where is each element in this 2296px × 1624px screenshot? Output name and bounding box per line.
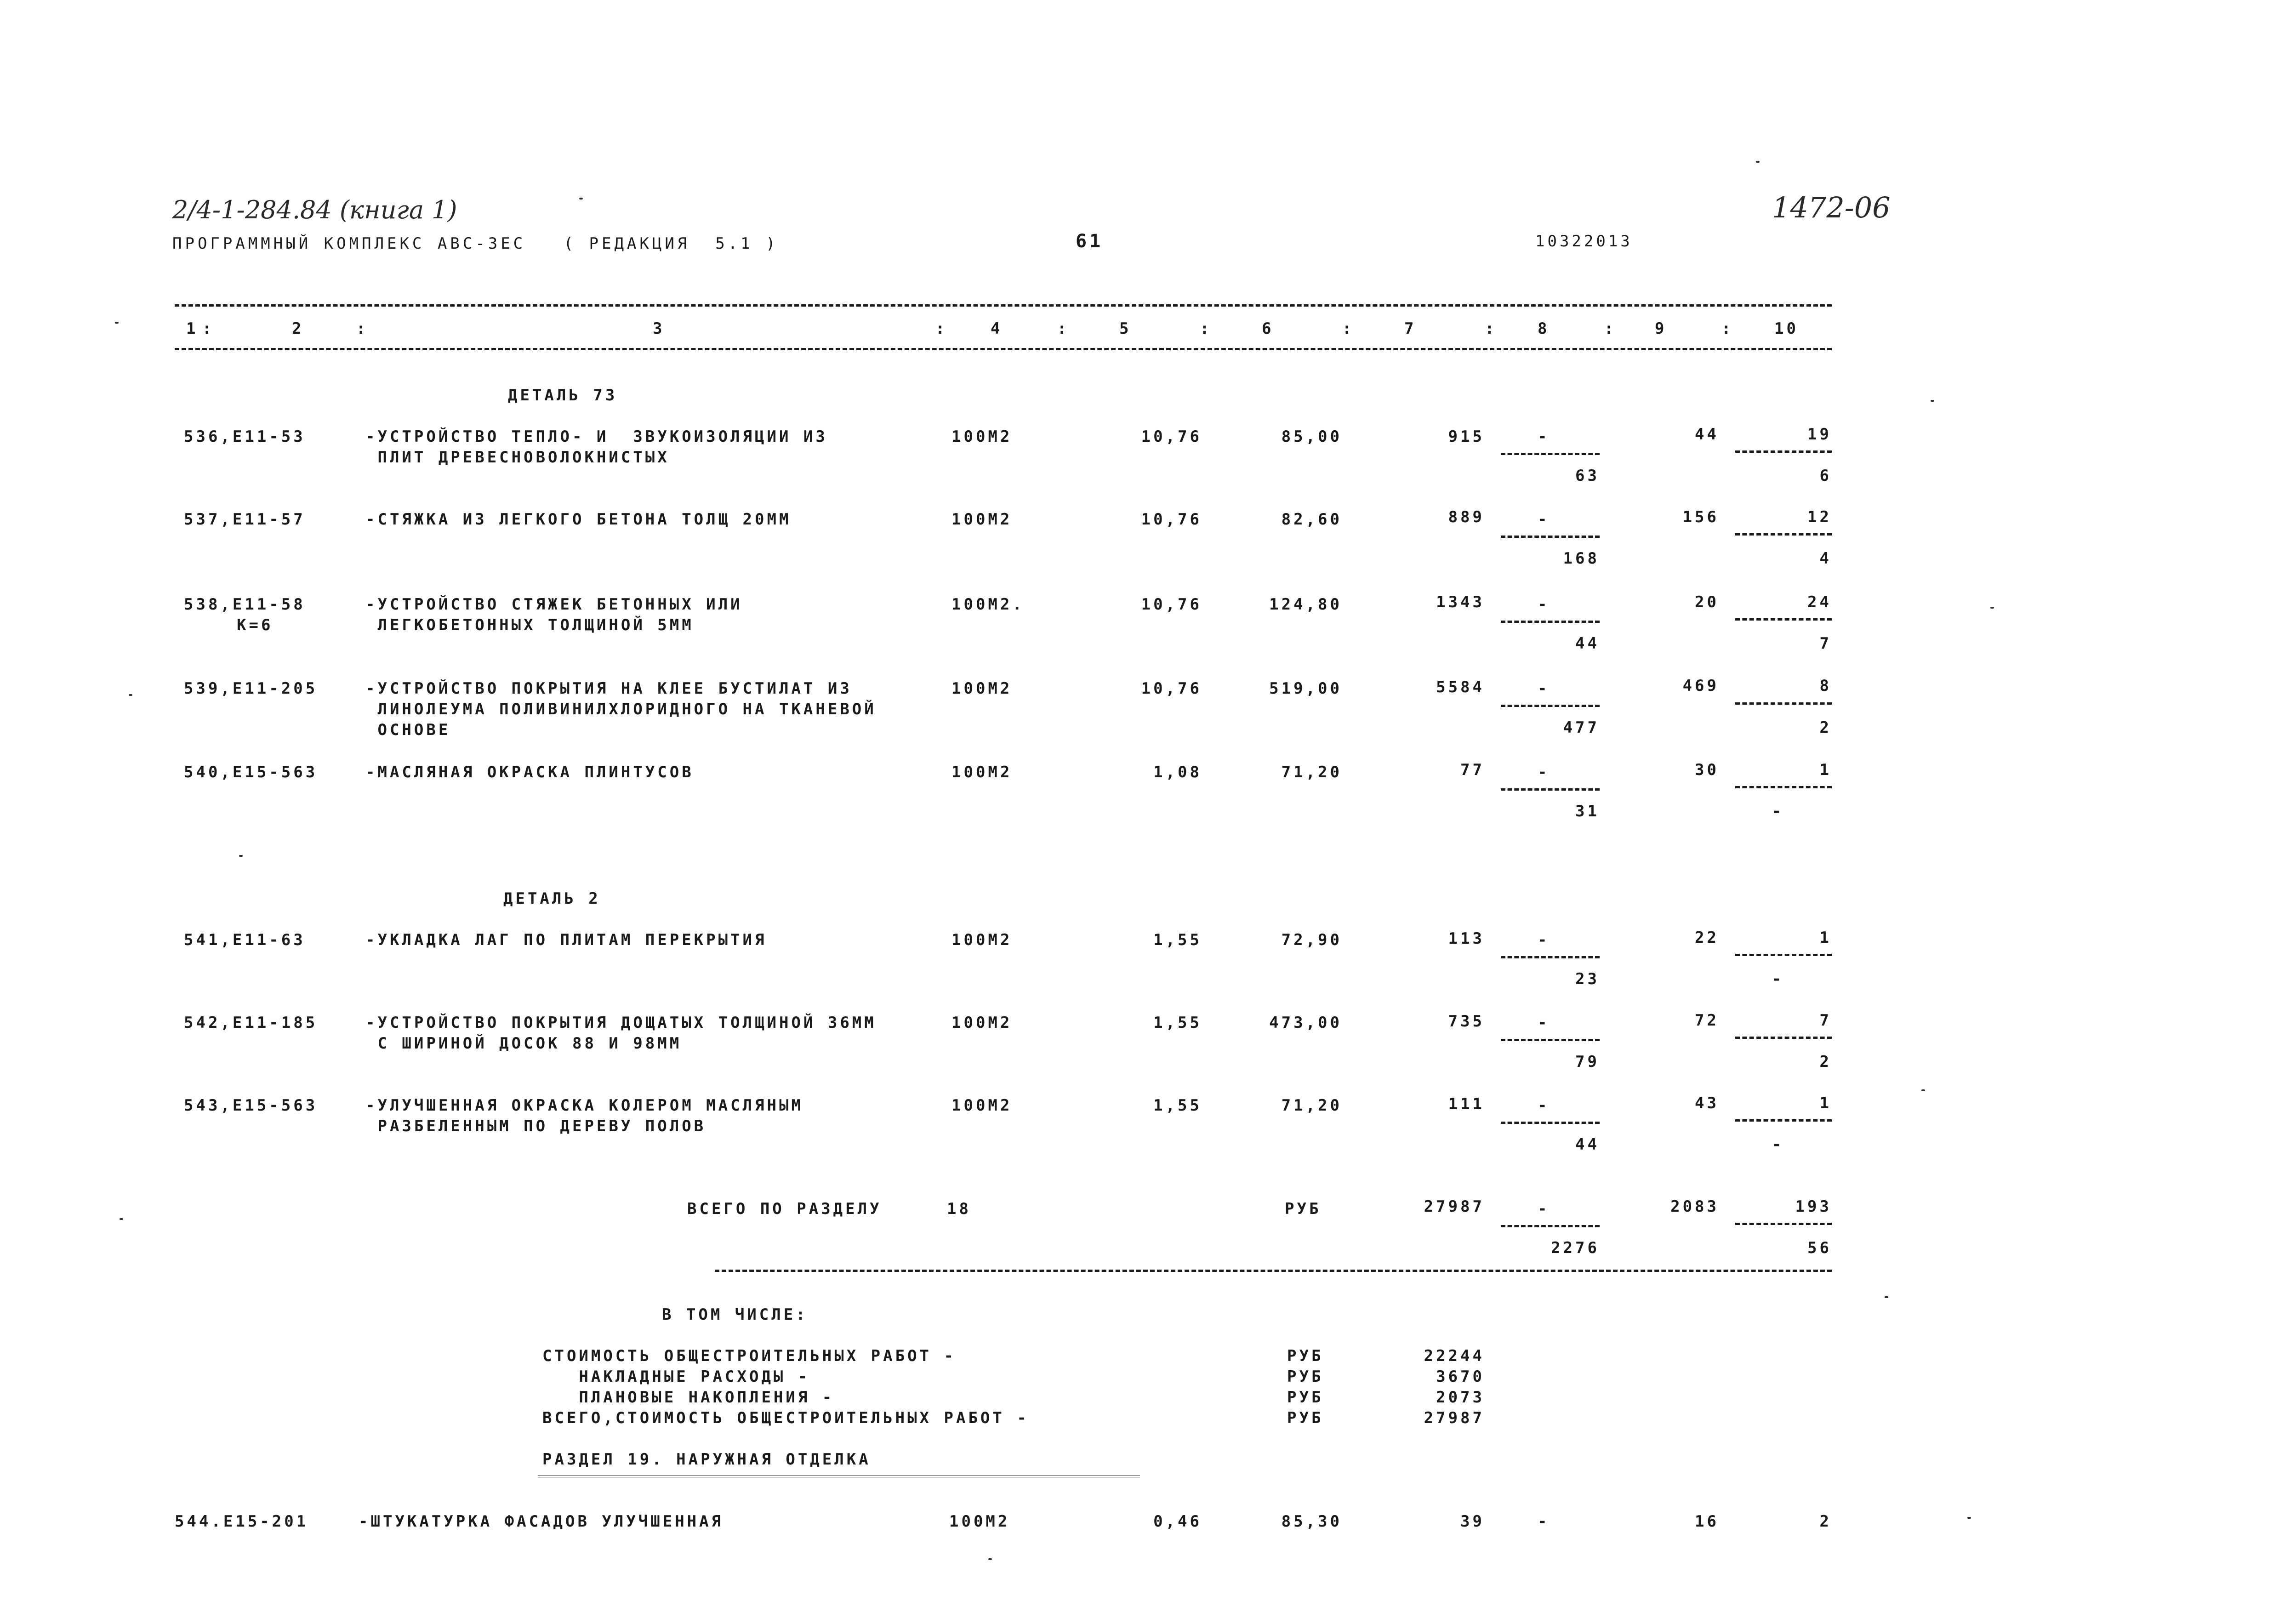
row-code: 544.Е15-201 bbox=[175, 1512, 309, 1531]
row-col10-top: 12 bbox=[1807, 508, 1832, 526]
row-col10-top: 1 bbox=[1819, 1094, 1832, 1112]
row-unit-price: 82,60 bbox=[1281, 510, 1342, 529]
row-code: 540,Е15-563 bbox=[184, 763, 318, 781]
section-total-col9: 2083 bbox=[1670, 1197, 1719, 1216]
row-description-line: С ШИРИНОЙ ДОСОК 88 И 98ММ bbox=[365, 1034, 682, 1053]
row-code: 537,Е11-57 bbox=[184, 510, 306, 529]
total-separator-rule bbox=[715, 1270, 1832, 1272]
column-header-5: 5 bbox=[1119, 319, 1132, 338]
row-description-line: -МАСЛЯНАЯ ОКРАСКА ПЛИНТУСОВ bbox=[365, 763, 694, 781]
row-quantity: 1,08 bbox=[1153, 763, 1202, 781]
row-total: 735 bbox=[1448, 1012, 1485, 1031]
row-quantity: 0,46 bbox=[1153, 1512, 1202, 1531]
fraction-rule bbox=[1501, 705, 1600, 707]
including-title: В ТОМ ЧИСЛЕ: bbox=[662, 1305, 808, 1324]
program-header: ПРОГРАММНЫЙ КОМПЛЕКС АВС-3ЕС ( РЕДАКЦИЯ 5.1 ) bbox=[172, 234, 779, 253]
row-col9: 30 bbox=[1695, 761, 1719, 779]
row-col8-bottom: 477 bbox=[1563, 718, 1600, 737]
row-code: 543,Е15-563 bbox=[184, 1096, 318, 1115]
fraction-rule bbox=[1501, 1225, 1600, 1227]
row-col10-top: 1 bbox=[1819, 929, 1832, 947]
row-code-coefficient: К=6 bbox=[237, 616, 273, 634]
row-unit: 100М2 bbox=[949, 1512, 1010, 1531]
row-col8-top: - bbox=[1538, 595, 1550, 614]
column-header-9: 9 bbox=[1655, 319, 1667, 338]
column-header-8: 8 bbox=[1538, 319, 1550, 338]
including-label: ПЛАНОВЫЕ НАКОПЛЕНИЯ - bbox=[542, 1388, 835, 1407]
row-col8-top: - bbox=[1538, 679, 1550, 698]
row-col10-top: 1 bbox=[1819, 761, 1832, 779]
row-quantity: 1,55 bbox=[1153, 931, 1202, 949]
section-title: ДЕТАЛЬ 73 bbox=[508, 386, 618, 405]
row-total: 111 bbox=[1448, 1095, 1485, 1113]
row-unit: 100М2 bbox=[951, 679, 1013, 698]
section-total-label: ВСЕГО ПО РАЗДЕЛУ bbox=[687, 1200, 882, 1218]
row-col10-bottom: 2 bbox=[1819, 1053, 1832, 1071]
row-description-line: -УКЛАДКА ЛАГ ПО ПЛИТАМ ПЕРЕКРЫТИЯ bbox=[365, 931, 767, 949]
fraction-rule bbox=[1735, 1037, 1832, 1039]
row-description-line: -УСТРОЙСТВО ПОКРЫТИЯ ДОЩАТЫХ ТОЛЩИНОЙ 36ММ bbox=[365, 1014, 877, 1032]
section-total-col10-top: 193 bbox=[1795, 1197, 1832, 1216]
column-header-7: 7 bbox=[1404, 319, 1417, 338]
row-unit-price: 519,00 bbox=[1269, 679, 1342, 698]
row-total: 39 bbox=[1460, 1512, 1485, 1531]
row-col8-bottom: 79 bbox=[1575, 1053, 1600, 1071]
document-code: 10322013 bbox=[1535, 232, 1633, 251]
header-bottom-rule bbox=[175, 348, 1832, 350]
row-col9: 43 bbox=[1695, 1094, 1719, 1112]
row-unit: 100М2 bbox=[951, 1096, 1013, 1115]
row-unit: 100М2 bbox=[951, 763, 1013, 781]
including-value: 2073 bbox=[1436, 1388, 1485, 1407]
row-col8-top: - bbox=[1538, 510, 1550, 529]
row-col10-bottom: - bbox=[1772, 1135, 1784, 1154]
fraction-rule bbox=[1735, 954, 1832, 956]
handwritten-reference: 2/4-1-284.84 (книга 1) bbox=[172, 195, 457, 224]
row-total: 1343 bbox=[1436, 593, 1485, 611]
row-col8-top: - bbox=[1538, 763, 1550, 781]
row-total: 5584 bbox=[1436, 678, 1485, 696]
row-unit-price: 72,90 bbox=[1281, 931, 1342, 949]
row-code: 541,Е11-63 bbox=[184, 931, 306, 949]
row-unit: 100М2 bbox=[951, 510, 1013, 529]
row-col9: 44 bbox=[1695, 425, 1719, 444]
row-unit-price: 71,20 bbox=[1281, 1096, 1342, 1115]
row-col10-bottom: - bbox=[1772, 802, 1784, 821]
including-unit: РУБ bbox=[1287, 1368, 1324, 1386]
row-unit-price: 473,00 bbox=[1269, 1014, 1342, 1032]
row-unit-price: 124,80 bbox=[1269, 595, 1342, 614]
row-col8-bottom: 63 bbox=[1575, 467, 1600, 485]
row-col10: 2 bbox=[1819, 1512, 1832, 1531]
row-col10-bottom: 6 bbox=[1819, 467, 1832, 485]
section-title-underline bbox=[538, 1476, 1140, 1481]
row-col9: 72 bbox=[1695, 1011, 1719, 1030]
row-col9: 22 bbox=[1695, 929, 1719, 947]
row-description-line: ОСНОВЕ bbox=[365, 721, 451, 739]
section-total-unit: РУБ bbox=[1285, 1200, 1322, 1218]
row-unit: 100М2 bbox=[951, 931, 1013, 949]
row-unit-price: 85,30 bbox=[1281, 1512, 1342, 1531]
column-header-10: 10 bbox=[1774, 319, 1799, 338]
row-description-line: -СТЯЖКА ИЗ ЛЕГКОГО БЕТОНА ТОЛЩ 20ММ bbox=[365, 510, 792, 529]
fraction-rule bbox=[1735, 450, 1832, 453]
section-title: ДЕТАЛЬ 2 bbox=[503, 889, 601, 908]
section-total-col8-bottom: 2276 bbox=[1551, 1239, 1600, 1257]
row-col8: - bbox=[1538, 1512, 1550, 1531]
row-quantity: 10,76 bbox=[1141, 510, 1202, 529]
row-description-line: -УСТРОЙСТВО ТЕПЛО- И ЗВУКОИЗОЛЯЦИИ ИЗ bbox=[365, 427, 828, 446]
row-col9: 156 bbox=[1682, 508, 1719, 526]
including-unit: РУБ bbox=[1287, 1347, 1324, 1365]
column-header-3: 3 bbox=[653, 319, 665, 338]
fraction-rule bbox=[1501, 1039, 1600, 1041]
including-unit: РУБ bbox=[1287, 1409, 1324, 1427]
row-col10-top: 7 bbox=[1819, 1011, 1832, 1030]
fraction-rule bbox=[1501, 536, 1600, 538]
fraction-rule bbox=[1735, 1223, 1832, 1225]
row-col10-top: 24 bbox=[1807, 593, 1832, 611]
column-header-6: 6 bbox=[1262, 319, 1274, 338]
including-label: СТОИМОСТЬ ОБЩЕСТРОИТЕЛЬНЫХ РАБОТ - bbox=[542, 1347, 956, 1365]
row-description-line: ПЛИТ ДРЕВЕСНОВОЛОКНИСТЫХ bbox=[365, 448, 670, 467]
row-col10-top: 19 bbox=[1807, 425, 1832, 444]
row-description-line: ЛИНОЛЕУМА ПОЛИВИНИЛХЛОРИДНОГО НА ТКАНЕВОЙ bbox=[365, 700, 877, 718]
row-quantity: 10,76 bbox=[1141, 427, 1202, 446]
fraction-rule bbox=[1735, 786, 1832, 788]
row-unit-price: 71,20 bbox=[1281, 763, 1342, 781]
header-top-rule bbox=[175, 304, 1832, 307]
row-total: 889 bbox=[1448, 508, 1485, 526]
fraction-rule bbox=[1501, 453, 1600, 455]
column-header-2: 2 bbox=[292, 319, 304, 338]
row-unit: 100М2 bbox=[951, 1014, 1013, 1032]
row-code: 536,Е11-53 bbox=[184, 427, 306, 446]
row-col9: 16 bbox=[1695, 1512, 1719, 1531]
row-quantity: 1,55 bbox=[1153, 1096, 1202, 1115]
row-col10-bottom: 4 bbox=[1819, 549, 1832, 568]
row-col8-top: - bbox=[1538, 1096, 1550, 1115]
row-description-line: -ШТУКАТУРКА ФАСАДОВ УЛУЧШЕННАЯ bbox=[359, 1512, 724, 1531]
fraction-rule bbox=[1501, 621, 1600, 623]
row-col8-bottom: 23 bbox=[1575, 970, 1600, 988]
fraction-rule bbox=[1501, 1122, 1600, 1124]
including-value: 27987 bbox=[1424, 1409, 1485, 1427]
section-total-col8-top: - bbox=[1538, 1200, 1550, 1218]
row-description-line: РАЗБЕЛЕННЫМ ПО ДЕРЕВУ ПОЛОВ bbox=[365, 1117, 706, 1135]
row-unit: 100М2. bbox=[951, 595, 1025, 614]
row-col8-top: - bbox=[1538, 931, 1550, 949]
row-unit: 100М2 bbox=[951, 427, 1013, 446]
column-header-4: 4 bbox=[991, 319, 1003, 338]
next-section-title: РАЗДЕЛ 19. НАРУЖНАЯ ОТДЕЛКА bbox=[542, 1450, 871, 1469]
row-total: 915 bbox=[1448, 427, 1485, 446]
row-col9: 20 bbox=[1695, 593, 1719, 611]
section-total-col10-bottom: 56 bbox=[1807, 1239, 1832, 1257]
row-description-line: -УЛУЧШЕННАЯ ОКРАСКА КОЛЕРОМ МАСЛЯНЫМ bbox=[365, 1096, 803, 1115]
row-unit-price: 85,00 bbox=[1281, 427, 1342, 446]
fraction-rule bbox=[1501, 788, 1600, 791]
row-code: 538,Е11-58 bbox=[184, 595, 306, 614]
row-col8-bottom: 44 bbox=[1575, 1135, 1600, 1154]
row-col10-bottom: - bbox=[1772, 970, 1784, 988]
row-col8-bottom: 168 bbox=[1563, 549, 1600, 568]
including-label: ВСЕГО,СТОИМОСТЬ ОБЩЕСТРОИТЕЛЬНЫХ РАБОТ - bbox=[542, 1409, 1029, 1427]
row-quantity: 10,76 bbox=[1141, 679, 1202, 698]
row-col9: 469 bbox=[1682, 677, 1719, 695]
row-description-line: -УСТРОЙСТВО СТЯЖЕК БЕТОННЫХ ИЛИ bbox=[365, 595, 743, 614]
fraction-rule bbox=[1501, 956, 1600, 958]
row-col8-bottom: 44 bbox=[1575, 634, 1600, 653]
row-description-line: -УСТРОЙСТВО ПОКРЫТИЯ НА КЛЕЕ БУСТИЛАТ ИЗ bbox=[365, 679, 852, 698]
handwritten-document-number: 1472-06 bbox=[1772, 191, 1891, 224]
row-col8-top: - bbox=[1538, 1014, 1550, 1032]
section-total-number: 18 bbox=[947, 1200, 971, 1218]
row-col8-bottom: 31 bbox=[1575, 802, 1600, 821]
fraction-rule bbox=[1735, 702, 1832, 705]
row-col10-top: 8 bbox=[1819, 677, 1832, 695]
row-col8-top: - bbox=[1538, 427, 1550, 446]
row-col10-bottom: 2 bbox=[1819, 718, 1832, 737]
row-col10-bottom: 7 bbox=[1819, 634, 1832, 653]
including-unit: РУБ bbox=[1287, 1388, 1324, 1407]
row-code: 539,Е11-205 bbox=[184, 679, 318, 698]
row-description-line: ЛЕГКОБЕТОННЫХ ТОЛЩИНОЙ 5ММ bbox=[365, 616, 694, 634]
fraction-rule bbox=[1735, 618, 1832, 621]
section-total-amount: 27987 bbox=[1424, 1197, 1485, 1216]
including-label: НАКЛАДНЫЕ РАСХОДЫ - bbox=[542, 1368, 810, 1386]
including-value: 3670 bbox=[1436, 1368, 1485, 1386]
row-code: 542,Е11-185 bbox=[184, 1014, 318, 1032]
fraction-rule bbox=[1735, 533, 1832, 536]
page-number: 61 bbox=[1076, 231, 1104, 252]
including-value: 22244 bbox=[1424, 1347, 1485, 1365]
row-total: 77 bbox=[1460, 761, 1485, 779]
row-quantity: 10,76 bbox=[1141, 595, 1202, 614]
row-quantity: 1,55 bbox=[1153, 1014, 1202, 1032]
fraction-rule bbox=[1735, 1119, 1832, 1122]
column-header-1: 1 bbox=[186, 319, 199, 338]
row-total: 113 bbox=[1448, 929, 1485, 948]
